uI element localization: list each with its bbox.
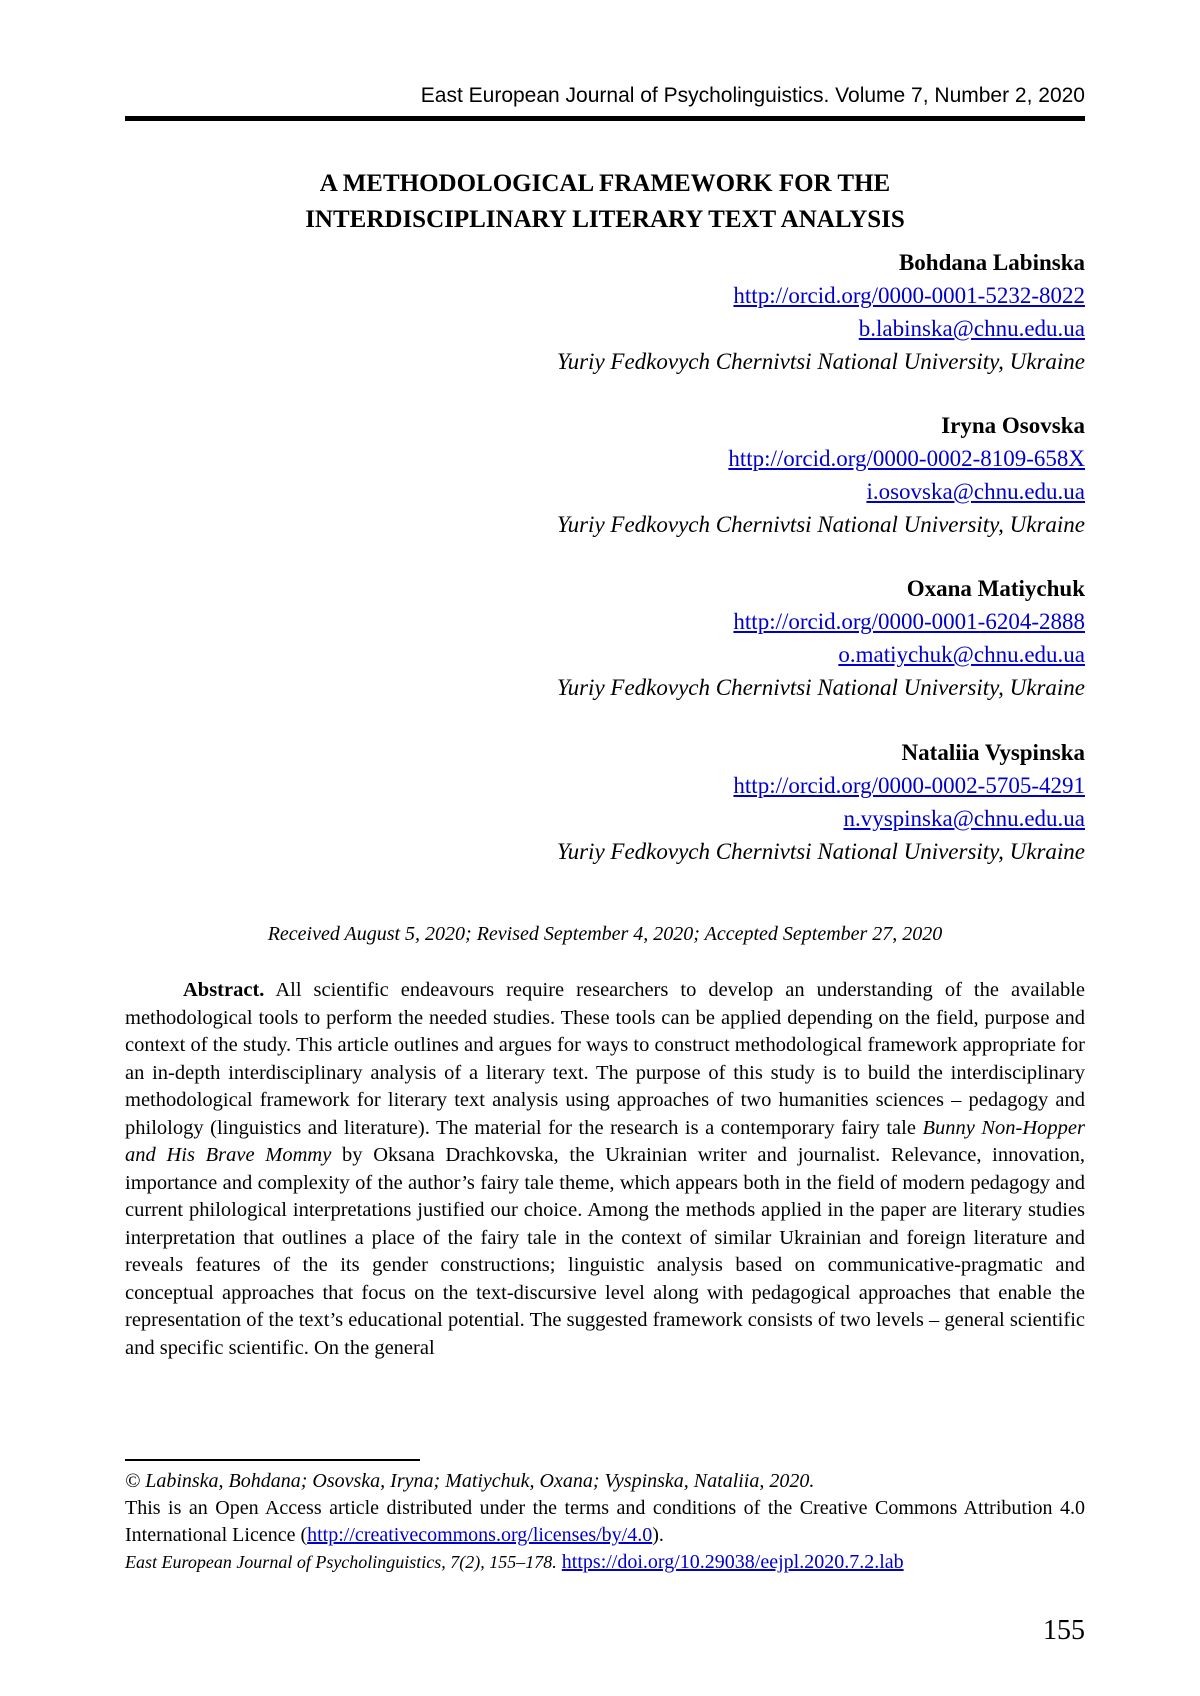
email-link[interactable]: n.vyspinska@chnu.edu.ua (843, 806, 1085, 831)
orcid-link[interactable]: http://orcid.org/0000-0001-5232-8022 (733, 283, 1085, 308)
page-number: 155 (1043, 1615, 1085, 1646)
abstract-label: Abstract. (183, 979, 265, 1001)
abstract-text-1: All scientific endeavours require researchers to develop an understanding of the available methodological tools to perform the needed studies. These tools can be applied depending on the field, purpose and context of the study. This article outlines and argues for ways to construct methodological framework appropriate for an in-depth interdisciplinary analysis of a literary text. The purpose of this study is to build the interdisciplinary methodological framework for literary text analysis using approaches of two humanities sciences – pedagogy and philology (linguistics and literature). The material for the research is a contemporary fairy tale (125, 979, 1085, 1139)
article-title (125, 166, 1085, 238)
book-title: Bunny Non-Hopper and His Brave Mommy (125, 1116, 1085, 1166)
license-text: This is an Open Access article distributed under the terms and conditions of the Creative Commons Attribution 4.0 International Licence ( (125, 1497, 1085, 1546)
author-block-1 (125, 246, 1085, 378)
author-affiliation: Yuriy Fedkovych Chernivtsi National University, Ukraine (556, 349, 1085, 374)
author-name: Bohdana Labinska (898, 250, 1085, 275)
license-close: ). (652, 1524, 664, 1546)
citation-line (125, 1549, 1085, 1576)
author-affiliation: Yuriy Fedkovych Chernivtsi National University, Ukraine (556, 839, 1085, 864)
abstract-paragraph (125, 977, 1085, 1362)
running-header: East European Journal of Psycholinguistics. Volume 7, Number 2, 2020 (420, 84, 1085, 107)
license-link[interactable]: http://creativecommons.org/licenses/by/4.0 (307, 1524, 653, 1546)
orcid-link[interactable]: http://orcid.org/0000-0001-6204-2888 (733, 609, 1085, 634)
abstract-text-2: by Oksana Drachkovska, the Ukrainian writer and journalist. Relevance, innovation, importance and complexity of the author’s fairy tale theme, which appears both in the field of modern pedagogy and current philological interpretations justified our choice. Among the methods applied in the paper are literary studies interpretation that outlines a place of the fairy tale in the context of similar Ukrainian and foreign literature and reveals features of the its gender constructions; linguistic analysis based on communicative-pragmatic and conceptual approaches that focus on the text-discursive level along with pedagogical approaches that enable the representation of the text’s educational potential. The suggested framework consists of two levels – general scientific and specific scientific. On the general (125, 1144, 1085, 1359)
author-block-4 (125, 736, 1085, 868)
author-name: Oxana Matiychuk (906, 576, 1085, 601)
author-block-3 (125, 572, 1085, 704)
author-affiliation: Yuriy Fedkovych Chernivtsi National University, Ukraine (556, 675, 1085, 700)
author-name: Iryna Osovska (941, 413, 1085, 438)
doi-link[interactable]: https://doi.org/10.29038/eejpl.2020.7.2.lab (561, 1551, 904, 1573)
received-dates: Received August 5, 2020; Revised September 4, 2020; Accepted September 27, 2020 (267, 923, 943, 945)
title-line-2: INTERDISCIPLINARY LITERARY TEXT ANALYSIS (305, 206, 905, 233)
email-link[interactable]: i.osovska@chnu.edu.ua (866, 479, 1085, 504)
author-name: Nataliia Vyspinska (901, 740, 1085, 765)
orcid-link[interactable]: http://orcid.org/0000-0002-8109-658X (728, 446, 1085, 471)
author-block-2 (125, 409, 1085, 541)
email-link[interactable]: o.matiychuk@chnu.edu.ua (838, 642, 1085, 667)
license-line (125, 1495, 1085, 1549)
header-rule (125, 116, 1085, 121)
footnote-rule (125, 1459, 420, 1461)
copyright-line: © Labinska, Bohdana; Osovska, Iryna; Matiychuk, Oxana; Vyspinska, Nataliia, 2020. (125, 1470, 815, 1492)
citation-text: East European Journal of Psycholinguistics, 7(2), 155–178. (125, 1552, 557, 1572)
author-affiliation: Yuriy Fedkovych Chernivtsi National University, Ukraine (556, 512, 1085, 537)
footnote (125, 1468, 1085, 1576)
orcid-link[interactable]: http://orcid.org/0000-0002-5705-4291 (733, 773, 1085, 798)
title-line-1: A METHODOLOGICAL FRAMEWORK FOR THE (319, 170, 891, 197)
email-link[interactable]: b.labinska@chnu.edu.ua (858, 316, 1085, 341)
